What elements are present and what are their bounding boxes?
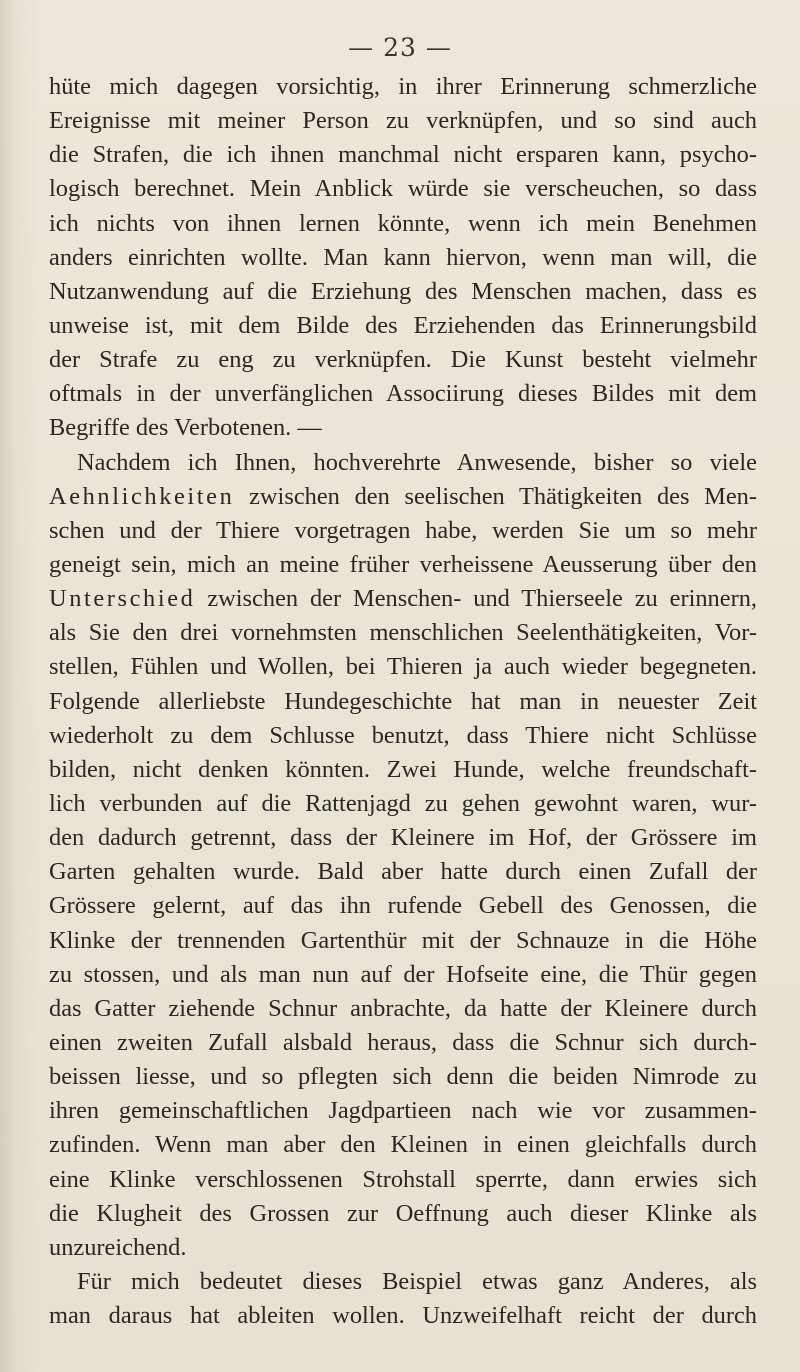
text-line: Klinke der trennenden Gartenthür mit der Schnauze in die Höhe xyxy=(49,926,757,954)
text-line: ihren gemeinschaftlichen Jagdpartieen nach wie vor zusammen- xyxy=(49,1097,757,1125)
paragraph-start-line: Für mich bedeutet dieses Beispiel etwas ganz Anderes, als xyxy=(77,1267,757,1295)
text-line: das Gatter ziehende Schnur anbrachte, da hatte der Kleinere durch xyxy=(49,994,757,1022)
page-number: — 23 — xyxy=(348,33,452,62)
text-line: Garten gehalten wurde. Bald aber hatte durch einen Zufall der xyxy=(49,858,757,886)
text-line: schen und der Thiere vorgetragen habe, werden Sie um so mehr xyxy=(49,516,757,544)
text-line: unweise ist, mit dem Bilde des Erziehenden das Erinnerungsbild xyxy=(49,311,757,339)
text-line: unzureichend. xyxy=(49,1233,187,1261)
text-line: Nutzanwendung auf die Erziehung des Menschen machen, dass es xyxy=(49,277,757,305)
text-line: wiederholt zu dem Schlusse benutzt, dass Thiere nicht Schlüsse xyxy=(49,721,757,749)
text-line: geneigt sein, mich an meine früher verheissene Aeusserung über den xyxy=(49,550,757,578)
paragraph-start-line: Nachdem ich Ihnen, hochverehrte Anwesende, bisher so viele xyxy=(77,448,757,476)
text-line: Folgende allerliebste Hundegeschichte hat man in neuester Zeit xyxy=(49,687,757,715)
text-line: ich nichts von ihnen lernen könnte, wenn ich mein Benehmen xyxy=(49,209,757,237)
text-line: stellen, Fühlen und Wollen, bei Thieren ja auch wieder begegneten. xyxy=(49,653,757,681)
text-line-emphasis: Aehnlichkeiten zwischen den seelischen Thätigkeiten des Men- xyxy=(49,482,757,510)
emphasized-word: Unterschied xyxy=(49,585,196,613)
text-line: lich verbunden auf die Rattenjagd zu gehen gewohnt waren, wur- xyxy=(49,789,757,817)
text-line: Ereignisse mit meiner Person zu verknüpfen, und so sind auch xyxy=(49,107,757,135)
text-line: eine Klinke verschlossenen Strohstall sperrte, dann erwies sich xyxy=(49,1165,757,1193)
text-line: die Strafen, die ich ihnen manchmal nicht ersparen kann, psycho- xyxy=(49,141,757,169)
text-line: bilden, nicht denken könnten. Zwei Hunde, welche freundschaft- xyxy=(49,755,757,783)
text-line: hüte mich dagegen vorsichtig, in ihrer Erinnerung schmerzliche xyxy=(49,73,757,100)
text-line: den dadurch getrennt, dass der Kleinere im Hof, der Grössere im xyxy=(49,824,757,852)
text-line: zu stossen, und als man nun auf der Hofseite eine, die Thür gegen xyxy=(49,960,757,988)
text-line: oftmals in der unverfänglichen Associirung dieses Bildes mit dem xyxy=(49,380,757,408)
body-text xyxy=(49,70,757,1333)
text-line: Grössere gelernt, auf das ihn rufende Gebell des Genossen, die xyxy=(49,892,757,920)
text-line: zufinden. Wenn man aber den Kleinen in einen gleichfalls durch xyxy=(49,1131,757,1159)
text-line: logisch berechnet. Mein Anblick würde sie verscheuchen, so dass xyxy=(49,175,757,203)
text-line: Begriffe des Verbotenen. — xyxy=(49,414,322,442)
text-line: beissen liesse, und so pflegten sich denn die beiden Nimrode zu xyxy=(49,1063,757,1091)
text-line-emphasis: Unterschied zwischen der Menschen- und Thierseele zu erinnern, xyxy=(49,585,757,613)
text-line: einen zweiten Zufall alsbald heraus, dass die Schnur sich durch- xyxy=(49,1028,757,1056)
emphasized-word: Aehnlichkeiten xyxy=(49,482,235,510)
text-line: als Sie den drei vornehmsten menschlichen Seelenthätigkeiten, Vor- xyxy=(49,619,757,647)
text-line: man daraus hat ableiten wollen. Unzweifelhaft reicht der durch xyxy=(49,1302,757,1330)
text-line: der Strafe zu eng zu verknüpfen. Die Kunst besteht vielmehr xyxy=(49,346,757,374)
text-line: anders einrichten wollte. Man kann hiervon, wenn man will, die xyxy=(49,243,757,271)
text-line: die Klugheit des Grossen zur Oeffnung auch dieser Klinke als xyxy=(49,1199,757,1227)
